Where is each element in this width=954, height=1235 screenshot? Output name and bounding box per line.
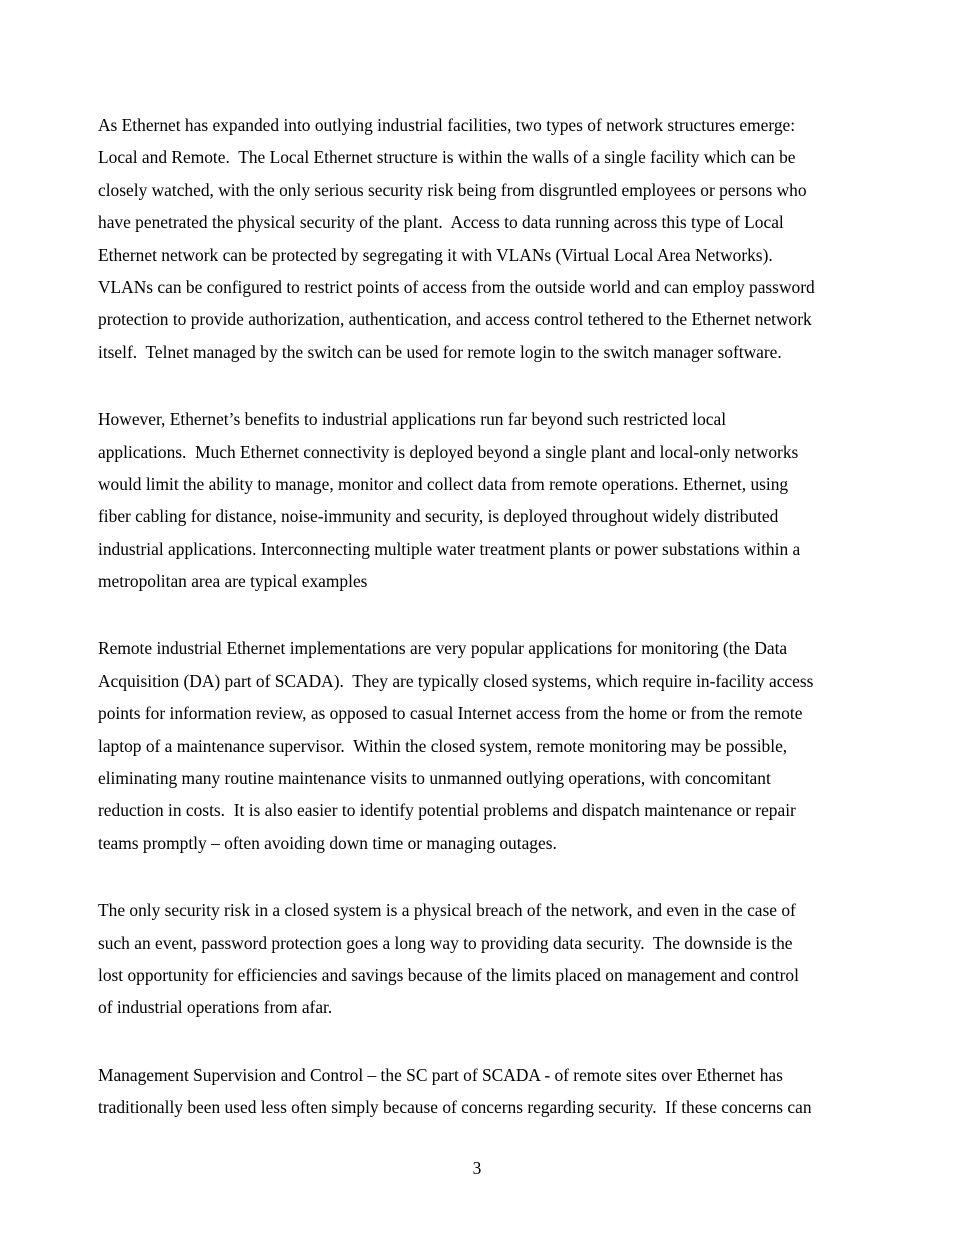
page-number: 3 [472, 1158, 482, 1178]
text-line: such an event, password protection goes a long way to providing data security. The downside is the [98, 932, 793, 953]
text-line: itself. Telnet managed by the switch can be used for remote login to the switch manager software. [98, 341, 782, 362]
text-line: lost opportunity for efficiencies and savings because of the limits placed on management and control [98, 964, 799, 985]
text-line: fiber cabling for distance, noise-immunity and security, is deployed throughout widely distributed [98, 506, 779, 527]
paragraph-local-remote [98, 109, 878, 368]
text-line: points for information review, as opposed to casual Internet access from the home or from the remote [98, 703, 803, 724]
text-line: Local and Remote. The Local Ethernet structure is within the walls of a single facility which can be [98, 147, 796, 168]
body-text [98, 109, 878, 1124]
text-line: However, Ethernet’s benefits to industrial applications run far beyond such restricted local [98, 409, 727, 430]
paragraph-gap [98, 368, 878, 403]
text-line: laptop of a maintenance supervisor. Within the closed system, remote monitoring may be possible, [98, 735, 788, 756]
text-line: industrial applications. Interconnecting multiple water treatment plants or power substations within a [98, 538, 801, 559]
text-line: reduction in costs. It is also easier to identify potential problems and dispatch maintenance or repair [98, 800, 796, 821]
text-line: applications. Much Ethernet connectivity is deployed beyond a single plant and local-only networks [98, 441, 799, 462]
paragraph-gap [98, 859, 878, 894]
paragraph-remote-monitoring [98, 632, 878, 859]
text-line: closely watched, with the only serious security risk being from disgruntled employees or persons who [98, 179, 807, 200]
text-line: teams promptly – often avoiding down time or managing outages. [98, 832, 557, 853]
text-line: Acquisition (DA) part of SCADA). They are typically closed systems, which require in-facility access [98, 670, 814, 691]
paragraph-security-risk [98, 894, 878, 1024]
text-line: Management Supervision and Control – the SC part of SCADA - of remote sites over Ethernet has [98, 1064, 783, 1085]
text-line: have penetrated the physical security of the plant. Access to data running across this type of Local [98, 212, 784, 233]
paragraph-gap [98, 1024, 878, 1059]
text-line: metropolitan area are typical examples [98, 571, 368, 592]
paragraph-gap [98, 597, 878, 632]
text-line: traditionally been used less often simply because of concerns regarding security. If these concerns can [98, 1097, 812, 1118]
text-line: of industrial operations from afar. [98, 997, 333, 1018]
text-line: protection to provide authorization, authentication, and access control tethered to the Ethernet network [98, 309, 812, 330]
paragraph-supervision-control [98, 1059, 878, 1124]
text-line: VLANs can be configured to restrict points of access from the outside world and can employ password [98, 276, 815, 297]
text-line: Ethernet network can be protected by segregating it with VLANs (Virtual Local Area Networks). [98, 244, 773, 265]
text-line: would limit the ability to manage, monitor and collect data from remote operations. Ethernet, using [98, 473, 789, 494]
text-line: The only security risk in a closed system is a physical breach of the network, and even in the case of [98, 900, 796, 921]
text-line: Remote industrial Ethernet implementations are very popular applications for monitoring (the Data [98, 638, 788, 659]
text-line: As Ethernet has expanded into outlying industrial facilities, two types of network structures emerge: [98, 115, 796, 135]
text-line: eliminating many routine maintenance visits to unmanned outlying operations, with concomitant [98, 768, 771, 789]
paragraph-benefits [98, 403, 878, 597]
